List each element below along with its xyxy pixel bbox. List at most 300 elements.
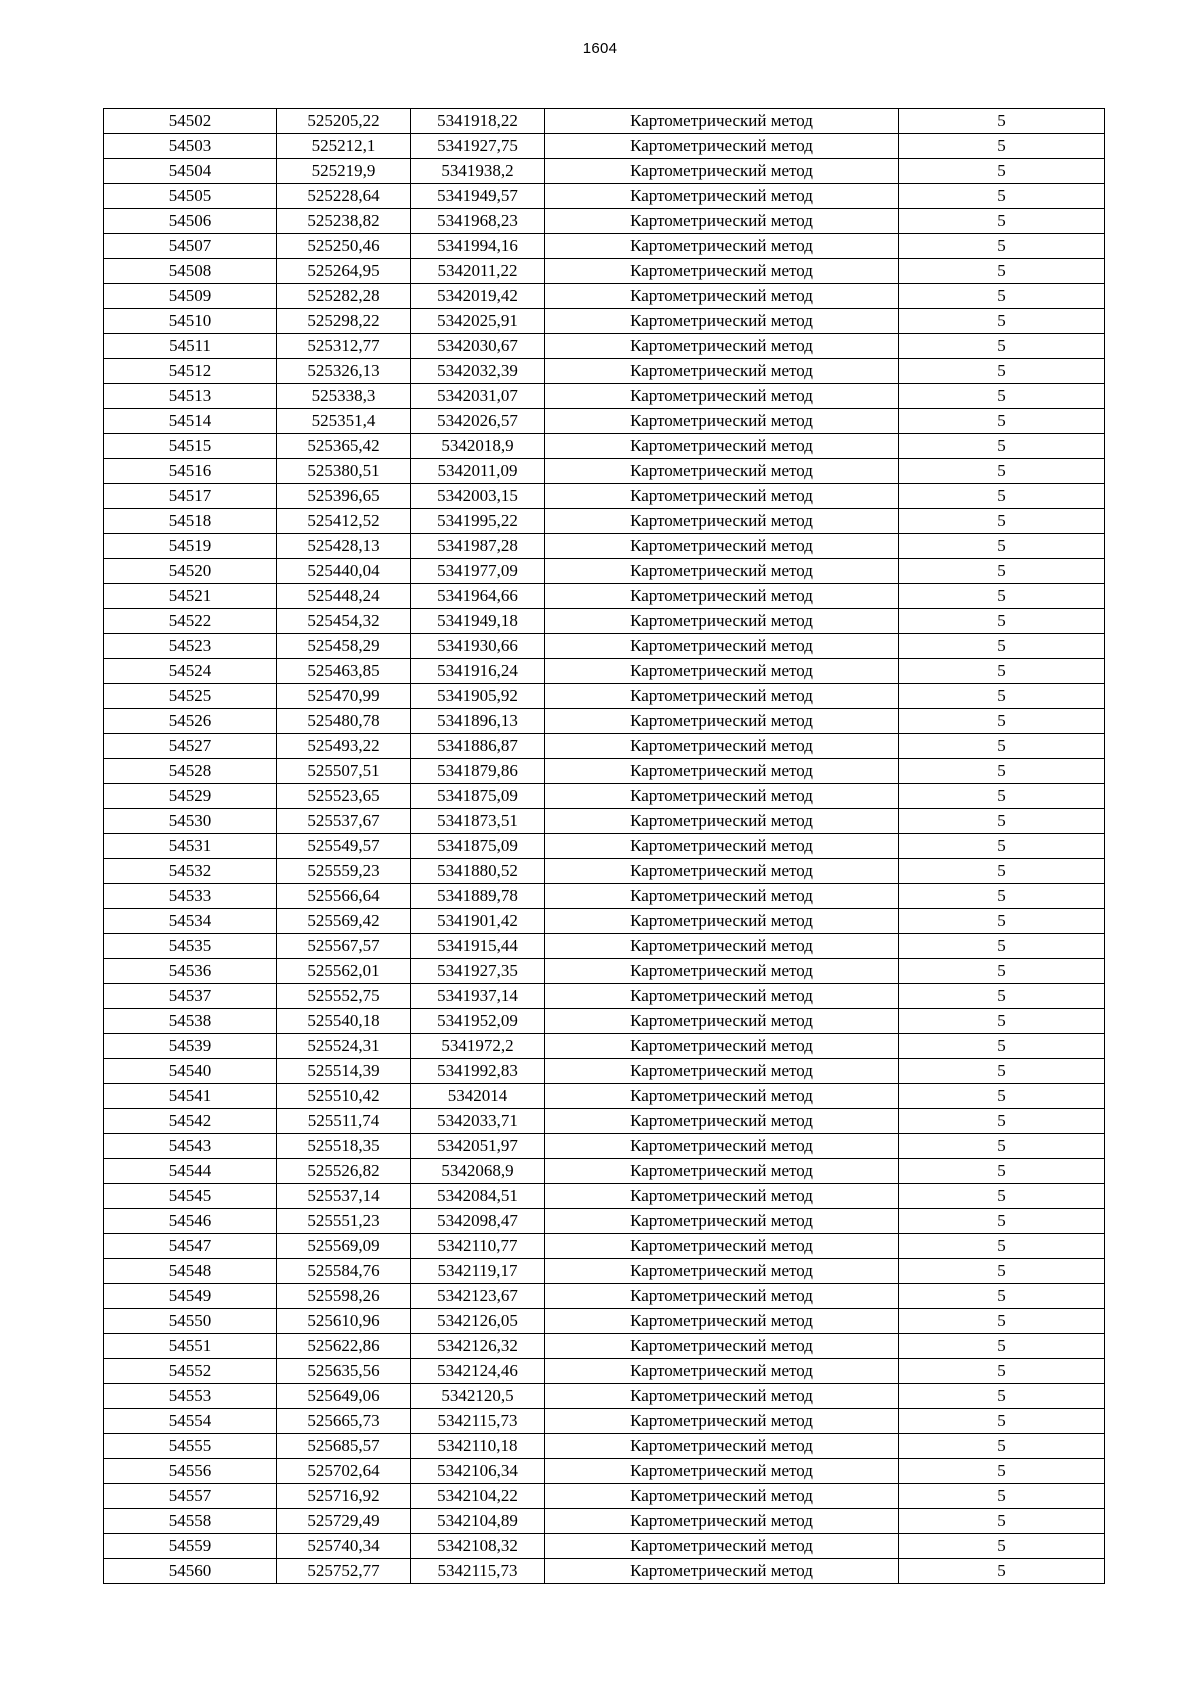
method-cell: Картометрический метод bbox=[545, 1559, 899, 1584]
point-number-cell: 54545 bbox=[104, 1184, 277, 1209]
method-cell: Картометрический метод bbox=[545, 1134, 899, 1159]
point-number-cell: 54517 bbox=[104, 484, 277, 509]
y-coordinate-cell: 5342126,05 bbox=[411, 1309, 545, 1334]
point-number-cell: 54551 bbox=[104, 1334, 277, 1359]
x-coordinate-cell: 525493,22 bbox=[277, 734, 411, 759]
point-number-cell: 54519 bbox=[104, 534, 277, 559]
method-cell: Картометрический метод bbox=[545, 1184, 899, 1209]
y-coordinate-cell: 5341995,22 bbox=[411, 509, 545, 534]
table-row bbox=[104, 409, 1105, 434]
accuracy-cell: 5 bbox=[899, 659, 1105, 684]
table-row bbox=[104, 1084, 1105, 1109]
y-coordinate-cell: 5341901,42 bbox=[411, 909, 545, 934]
y-coordinate-cell: 5341927,75 bbox=[411, 134, 545, 159]
x-coordinate-cell: 525649,06 bbox=[277, 1384, 411, 1409]
table-row bbox=[104, 959, 1105, 984]
table-row bbox=[104, 309, 1105, 334]
x-coordinate-cell: 525523,65 bbox=[277, 784, 411, 809]
y-coordinate-cell: 5342126,32 bbox=[411, 1334, 545, 1359]
method-cell: Картометрический метод bbox=[545, 1534, 899, 1559]
accuracy-cell: 5 bbox=[899, 1209, 1105, 1234]
method-cell: Картометрический метод bbox=[545, 1159, 899, 1184]
accuracy-cell: 5 bbox=[899, 884, 1105, 909]
x-coordinate-cell: 525380,51 bbox=[277, 459, 411, 484]
table-row bbox=[104, 1559, 1105, 1584]
accuracy-cell: 5 bbox=[899, 1109, 1105, 1134]
y-coordinate-cell: 5341889,78 bbox=[411, 884, 545, 909]
x-coordinate-cell: 525228,64 bbox=[277, 184, 411, 209]
y-coordinate-cell: 5341977,09 bbox=[411, 559, 545, 584]
accuracy-cell: 5 bbox=[899, 734, 1105, 759]
method-cell: Картометрический метод bbox=[545, 134, 899, 159]
method-cell: Картометрический метод bbox=[545, 309, 899, 334]
method-cell: Картометрический метод bbox=[545, 784, 899, 809]
accuracy-cell: 5 bbox=[899, 1559, 1105, 1584]
y-coordinate-cell: 5342123,67 bbox=[411, 1284, 545, 1309]
method-cell: Картометрический метод bbox=[545, 384, 899, 409]
y-coordinate-cell: 5341915,44 bbox=[411, 934, 545, 959]
table-row bbox=[104, 609, 1105, 634]
point-number-cell: 54534 bbox=[104, 909, 277, 934]
y-coordinate-cell: 5342110,18 bbox=[411, 1434, 545, 1459]
point-number-cell: 54533 bbox=[104, 884, 277, 909]
method-cell: Картометрический метод bbox=[545, 1084, 899, 1109]
y-coordinate-cell: 5341994,16 bbox=[411, 234, 545, 259]
y-coordinate-cell: 5342018,9 bbox=[411, 434, 545, 459]
y-coordinate-cell: 5341968,23 bbox=[411, 209, 545, 234]
accuracy-cell: 5 bbox=[899, 384, 1105, 409]
accuracy-cell: 5 bbox=[899, 409, 1105, 434]
method-cell: Картометрический метод bbox=[545, 1334, 899, 1359]
accuracy-cell: 5 bbox=[899, 309, 1105, 334]
y-coordinate-cell: 5341875,09 bbox=[411, 784, 545, 809]
table-row bbox=[104, 484, 1105, 509]
accuracy-cell: 5 bbox=[899, 1059, 1105, 1084]
accuracy-cell: 5 bbox=[899, 1009, 1105, 1034]
point-number-cell: 54537 bbox=[104, 984, 277, 1009]
table-row bbox=[104, 734, 1105, 759]
table-row bbox=[104, 1359, 1105, 1384]
y-coordinate-cell: 5342026,57 bbox=[411, 409, 545, 434]
accuracy-cell: 5 bbox=[899, 759, 1105, 784]
accuracy-cell: 5 bbox=[899, 509, 1105, 534]
table-row bbox=[104, 709, 1105, 734]
method-cell: Картометрический метод bbox=[545, 284, 899, 309]
method-cell: Картометрический метод bbox=[545, 934, 899, 959]
table-row bbox=[104, 1109, 1105, 1134]
x-coordinate-cell: 525412,52 bbox=[277, 509, 411, 534]
method-cell: Картометрический метод bbox=[545, 634, 899, 659]
point-number-cell: 54557 bbox=[104, 1484, 277, 1509]
accuracy-cell: 5 bbox=[899, 1334, 1105, 1359]
table-row bbox=[104, 1134, 1105, 1159]
method-cell: Картометрический метод bbox=[545, 1209, 899, 1234]
method-cell: Картометрический метод bbox=[545, 484, 899, 509]
x-coordinate-cell: 525448,24 bbox=[277, 584, 411, 609]
method-cell: Картометрический метод bbox=[545, 709, 899, 734]
table-row bbox=[104, 1234, 1105, 1259]
table-row bbox=[104, 1184, 1105, 1209]
x-coordinate-cell: 525480,78 bbox=[277, 709, 411, 734]
accuracy-cell: 5 bbox=[899, 1459, 1105, 1484]
method-cell: Картометрический метод bbox=[545, 1509, 899, 1534]
method-cell: Картометрический метод bbox=[545, 334, 899, 359]
point-number-cell: 54504 bbox=[104, 159, 277, 184]
point-number-cell: 54543 bbox=[104, 1134, 277, 1159]
table-row bbox=[104, 1284, 1105, 1309]
accuracy-cell: 5 bbox=[899, 609, 1105, 634]
accuracy-cell: 5 bbox=[899, 459, 1105, 484]
accuracy-cell: 5 bbox=[899, 809, 1105, 834]
method-cell: Картометрический метод bbox=[545, 809, 899, 834]
y-coordinate-cell: 5342030,67 bbox=[411, 334, 545, 359]
y-coordinate-cell: 5341918,22 bbox=[411, 109, 545, 134]
table-row bbox=[104, 1484, 1105, 1509]
table-row bbox=[104, 384, 1105, 409]
x-coordinate-cell: 525752,77 bbox=[277, 1559, 411, 1584]
point-number-cell: 54524 bbox=[104, 659, 277, 684]
y-coordinate-cell: 5342031,07 bbox=[411, 384, 545, 409]
table-row bbox=[104, 1159, 1105, 1184]
accuracy-cell: 5 bbox=[899, 234, 1105, 259]
table-row bbox=[104, 159, 1105, 184]
x-coordinate-cell: 525562,01 bbox=[277, 959, 411, 984]
y-coordinate-cell: 5341879,86 bbox=[411, 759, 545, 784]
accuracy-cell: 5 bbox=[899, 934, 1105, 959]
point-number-cell: 54512 bbox=[104, 359, 277, 384]
y-coordinate-cell: 5341905,92 bbox=[411, 684, 545, 709]
point-number-cell: 54546 bbox=[104, 1209, 277, 1234]
table-row bbox=[104, 909, 1105, 934]
point-number-cell: 54509 bbox=[104, 284, 277, 309]
point-number-cell: 54516 bbox=[104, 459, 277, 484]
method-cell: Картометрический метод bbox=[545, 1384, 899, 1409]
point-number-cell: 54554 bbox=[104, 1409, 277, 1434]
accuracy-cell: 5 bbox=[899, 1434, 1105, 1459]
point-number-cell: 54538 bbox=[104, 1009, 277, 1034]
y-coordinate-cell: 5342106,34 bbox=[411, 1459, 545, 1484]
accuracy-cell: 5 bbox=[899, 1184, 1105, 1209]
table-row bbox=[104, 1409, 1105, 1434]
point-number-cell: 54555 bbox=[104, 1434, 277, 1459]
x-coordinate-cell: 525510,42 bbox=[277, 1084, 411, 1109]
x-coordinate-cell: 525238,82 bbox=[277, 209, 411, 234]
point-number-cell: 54536 bbox=[104, 959, 277, 984]
accuracy-cell: 5 bbox=[899, 359, 1105, 384]
table-row bbox=[104, 359, 1105, 384]
table-row bbox=[104, 1509, 1105, 1534]
method-cell: Картометрический метод bbox=[545, 1309, 899, 1334]
table-row bbox=[104, 859, 1105, 884]
point-number-cell: 54542 bbox=[104, 1109, 277, 1134]
point-number-cell: 54502 bbox=[104, 109, 277, 134]
accuracy-cell: 5 bbox=[899, 1284, 1105, 1309]
x-coordinate-cell: 525511,74 bbox=[277, 1109, 411, 1134]
point-number-cell: 54522 bbox=[104, 609, 277, 634]
method-cell: Картометрический метод bbox=[545, 1359, 899, 1384]
point-number-cell: 54507 bbox=[104, 234, 277, 259]
y-coordinate-cell: 5342120,5 bbox=[411, 1384, 545, 1409]
y-coordinate-cell: 5342011,09 bbox=[411, 459, 545, 484]
point-number-cell: 54506 bbox=[104, 209, 277, 234]
y-coordinate-cell: 5341992,83 bbox=[411, 1059, 545, 1084]
y-coordinate-cell: 5342068,9 bbox=[411, 1159, 545, 1184]
x-coordinate-cell: 525454,32 bbox=[277, 609, 411, 634]
accuracy-cell: 5 bbox=[899, 1134, 1105, 1159]
point-number-cell: 54541 bbox=[104, 1084, 277, 1109]
method-cell: Картометрический метод bbox=[545, 584, 899, 609]
y-coordinate-cell: 5341949,18 bbox=[411, 609, 545, 634]
table-row bbox=[104, 759, 1105, 784]
method-cell: Картометрический метод bbox=[545, 859, 899, 884]
accuracy-cell: 5 bbox=[899, 1159, 1105, 1184]
point-number-cell: 54535 bbox=[104, 934, 277, 959]
point-number-cell: 54540 bbox=[104, 1059, 277, 1084]
accuracy-cell: 5 bbox=[899, 959, 1105, 984]
x-coordinate-cell: 525537,67 bbox=[277, 809, 411, 834]
x-coordinate-cell: 525463,85 bbox=[277, 659, 411, 684]
point-number-cell: 54527 bbox=[104, 734, 277, 759]
y-coordinate-cell: 5342011,22 bbox=[411, 259, 545, 284]
page-number: 1604 bbox=[582, 40, 618, 57]
table-row bbox=[104, 1384, 1105, 1409]
y-coordinate-cell: 5342108,32 bbox=[411, 1534, 545, 1559]
accuracy-cell: 5 bbox=[899, 1259, 1105, 1284]
point-number-cell: 54532 bbox=[104, 859, 277, 884]
table-row bbox=[104, 334, 1105, 359]
point-number-cell: 54510 bbox=[104, 309, 277, 334]
x-coordinate-cell: 525665,73 bbox=[277, 1409, 411, 1434]
point-number-cell: 54515 bbox=[104, 434, 277, 459]
y-coordinate-cell: 5342033,71 bbox=[411, 1109, 545, 1134]
x-coordinate-cell: 525567,57 bbox=[277, 934, 411, 959]
table-row bbox=[104, 634, 1105, 659]
point-number-cell: 54526 bbox=[104, 709, 277, 734]
accuracy-cell: 5 bbox=[899, 159, 1105, 184]
table-row bbox=[104, 984, 1105, 1009]
accuracy-cell: 5 bbox=[899, 834, 1105, 859]
point-number-cell: 54552 bbox=[104, 1359, 277, 1384]
coordinates-table bbox=[103, 108, 1105, 1584]
method-cell: Картометрический метод bbox=[545, 359, 899, 384]
table-row bbox=[104, 1459, 1105, 1484]
x-coordinate-cell: 525598,26 bbox=[277, 1284, 411, 1309]
point-number-cell: 54531 bbox=[104, 834, 277, 859]
y-coordinate-cell: 5341896,13 bbox=[411, 709, 545, 734]
method-cell: Картометрический метод bbox=[545, 1034, 899, 1059]
y-coordinate-cell: 5342051,97 bbox=[411, 1134, 545, 1159]
accuracy-cell: 5 bbox=[899, 484, 1105, 509]
point-number-cell: 54550 bbox=[104, 1309, 277, 1334]
method-cell: Картометрический метод bbox=[545, 109, 899, 134]
x-coordinate-cell: 525351,4 bbox=[277, 409, 411, 434]
method-cell: Картометрический метод bbox=[545, 1259, 899, 1284]
x-coordinate-cell: 525551,23 bbox=[277, 1209, 411, 1234]
method-cell: Картометрический метод bbox=[545, 984, 899, 1009]
point-number-cell: 54556 bbox=[104, 1459, 277, 1484]
y-coordinate-cell: 5342124,46 bbox=[411, 1359, 545, 1384]
point-number-cell: 54503 bbox=[104, 134, 277, 159]
x-coordinate-cell: 525526,82 bbox=[277, 1159, 411, 1184]
x-coordinate-cell: 525219,9 bbox=[277, 159, 411, 184]
accuracy-cell: 5 bbox=[899, 334, 1105, 359]
y-coordinate-cell: 5342032,39 bbox=[411, 359, 545, 384]
accuracy-cell: 5 bbox=[899, 1509, 1105, 1534]
method-cell: Картометрический метод bbox=[545, 1009, 899, 1034]
accuracy-cell: 5 bbox=[899, 559, 1105, 584]
method-cell: Картометрический метод bbox=[545, 684, 899, 709]
x-coordinate-cell: 525702,64 bbox=[277, 1459, 411, 1484]
y-coordinate-cell: 5342019,42 bbox=[411, 284, 545, 309]
point-number-cell: 54518 bbox=[104, 509, 277, 534]
point-number-cell: 54508 bbox=[104, 259, 277, 284]
point-number-cell: 54511 bbox=[104, 334, 277, 359]
method-cell: Картометрический метод bbox=[545, 909, 899, 934]
accuracy-cell: 5 bbox=[899, 909, 1105, 934]
accuracy-cell: 5 bbox=[899, 784, 1105, 809]
table-row bbox=[104, 834, 1105, 859]
point-number-cell: 54549 bbox=[104, 1284, 277, 1309]
x-coordinate-cell: 525729,49 bbox=[277, 1509, 411, 1534]
table-row bbox=[104, 1259, 1105, 1284]
method-cell: Картометрический метод bbox=[545, 1409, 899, 1434]
table-row bbox=[104, 209, 1105, 234]
method-cell: Картометрический метод bbox=[545, 234, 899, 259]
y-coordinate-cell: 5342084,51 bbox=[411, 1184, 545, 1209]
x-coordinate-cell: 525635,56 bbox=[277, 1359, 411, 1384]
method-cell: Картометрический метод bbox=[545, 834, 899, 859]
x-coordinate-cell: 525298,22 bbox=[277, 309, 411, 334]
x-coordinate-cell: 525716,92 bbox=[277, 1484, 411, 1509]
table-row bbox=[104, 684, 1105, 709]
y-coordinate-cell: 5342003,15 bbox=[411, 484, 545, 509]
x-coordinate-cell: 525518,35 bbox=[277, 1134, 411, 1159]
table-row bbox=[104, 509, 1105, 534]
accuracy-cell: 5 bbox=[899, 1084, 1105, 1109]
table-row bbox=[104, 284, 1105, 309]
x-coordinate-cell: 525514,39 bbox=[277, 1059, 411, 1084]
method-cell: Картометрический метод bbox=[545, 1284, 899, 1309]
accuracy-cell: 5 bbox=[899, 1034, 1105, 1059]
x-coordinate-cell: 525566,64 bbox=[277, 884, 411, 909]
accuracy-cell: 5 bbox=[899, 984, 1105, 1009]
method-cell: Картометрический метод bbox=[545, 1234, 899, 1259]
y-coordinate-cell: 5341875,09 bbox=[411, 834, 545, 859]
table-row bbox=[104, 784, 1105, 809]
y-coordinate-cell: 5341927,35 bbox=[411, 959, 545, 984]
table-row bbox=[104, 109, 1105, 134]
x-coordinate-cell: 525540,18 bbox=[277, 1009, 411, 1034]
y-coordinate-cell: 5342110,77 bbox=[411, 1234, 545, 1259]
y-coordinate-cell: 5342115,73 bbox=[411, 1409, 545, 1434]
accuracy-cell: 5 bbox=[899, 184, 1105, 209]
method-cell: Картометрический метод bbox=[545, 509, 899, 534]
accuracy-cell: 5 bbox=[899, 1234, 1105, 1259]
x-coordinate-cell: 525338,3 bbox=[277, 384, 411, 409]
x-coordinate-cell: 525740,34 bbox=[277, 1534, 411, 1559]
accuracy-cell: 5 bbox=[899, 434, 1105, 459]
y-coordinate-cell: 5342098,47 bbox=[411, 1209, 545, 1234]
point-number-cell: 54548 bbox=[104, 1259, 277, 1284]
y-coordinate-cell: 5341930,66 bbox=[411, 634, 545, 659]
method-cell: Картометрический метод bbox=[545, 184, 899, 209]
y-coordinate-cell: 5341886,87 bbox=[411, 734, 545, 759]
accuracy-cell: 5 bbox=[899, 1384, 1105, 1409]
method-cell: Картометрический метод bbox=[545, 459, 899, 484]
table-row bbox=[104, 584, 1105, 609]
accuracy-cell: 5 bbox=[899, 1484, 1105, 1509]
accuracy-cell: 5 bbox=[899, 684, 1105, 709]
method-cell: Картометрический метод bbox=[545, 759, 899, 784]
table-row bbox=[104, 234, 1105, 259]
y-coordinate-cell: 5342025,91 bbox=[411, 309, 545, 334]
table-row bbox=[104, 559, 1105, 584]
y-coordinate-cell: 5341937,14 bbox=[411, 984, 545, 1009]
table-body bbox=[104, 109, 1105, 1584]
table-row bbox=[104, 1534, 1105, 1559]
method-cell: Картометрический метод bbox=[545, 734, 899, 759]
point-number-cell: 54520 bbox=[104, 559, 277, 584]
accuracy-cell: 5 bbox=[899, 284, 1105, 309]
x-coordinate-cell: 525549,57 bbox=[277, 834, 411, 859]
x-coordinate-cell: 525622,86 bbox=[277, 1334, 411, 1359]
y-coordinate-cell: 5341952,09 bbox=[411, 1009, 545, 1034]
y-coordinate-cell: 5341987,28 bbox=[411, 534, 545, 559]
method-cell: Картометрический метод bbox=[545, 259, 899, 284]
x-coordinate-cell: 525428,13 bbox=[277, 534, 411, 559]
method-cell: Картометрический метод bbox=[545, 209, 899, 234]
x-coordinate-cell: 525559,23 bbox=[277, 859, 411, 884]
table-row bbox=[104, 184, 1105, 209]
y-coordinate-cell: 5341880,52 bbox=[411, 859, 545, 884]
x-coordinate-cell: 525685,57 bbox=[277, 1434, 411, 1459]
x-coordinate-cell: 525584,76 bbox=[277, 1259, 411, 1284]
table-row bbox=[104, 1059, 1105, 1084]
x-coordinate-cell: 525552,75 bbox=[277, 984, 411, 1009]
method-cell: Картометрический метод bbox=[545, 959, 899, 984]
accuracy-cell: 5 bbox=[899, 534, 1105, 559]
point-number-cell: 54521 bbox=[104, 584, 277, 609]
x-coordinate-cell: 525212,1 bbox=[277, 134, 411, 159]
accuracy-cell: 5 bbox=[899, 109, 1105, 134]
point-number-cell: 54560 bbox=[104, 1559, 277, 1584]
x-coordinate-cell: 525250,46 bbox=[277, 234, 411, 259]
y-coordinate-cell: 5341938,2 bbox=[411, 159, 545, 184]
point-number-cell: 54529 bbox=[104, 784, 277, 809]
accuracy-cell: 5 bbox=[899, 1359, 1105, 1384]
x-coordinate-cell: 525264,95 bbox=[277, 259, 411, 284]
y-coordinate-cell: 5342104,89 bbox=[411, 1509, 545, 1534]
method-cell: Картометрический метод bbox=[545, 409, 899, 434]
method-cell: Картометрический метод bbox=[545, 609, 899, 634]
method-cell: Картометрический метод bbox=[545, 884, 899, 909]
point-number-cell: 54539 bbox=[104, 1034, 277, 1059]
point-number-cell: 54525 bbox=[104, 684, 277, 709]
table-row bbox=[104, 1009, 1105, 1034]
point-number-cell: 54559 bbox=[104, 1534, 277, 1559]
x-coordinate-cell: 525326,13 bbox=[277, 359, 411, 384]
table-row bbox=[104, 434, 1105, 459]
method-cell: Картометрический метод bbox=[545, 1059, 899, 1084]
table-row bbox=[104, 459, 1105, 484]
x-coordinate-cell: 525312,77 bbox=[277, 334, 411, 359]
table-row bbox=[104, 1309, 1105, 1334]
method-cell: Картометрический метод bbox=[545, 159, 899, 184]
table-row bbox=[104, 1334, 1105, 1359]
y-coordinate-cell: 5342014 bbox=[411, 1084, 545, 1109]
x-coordinate-cell: 525282,28 bbox=[277, 284, 411, 309]
x-coordinate-cell: 525470,99 bbox=[277, 684, 411, 709]
